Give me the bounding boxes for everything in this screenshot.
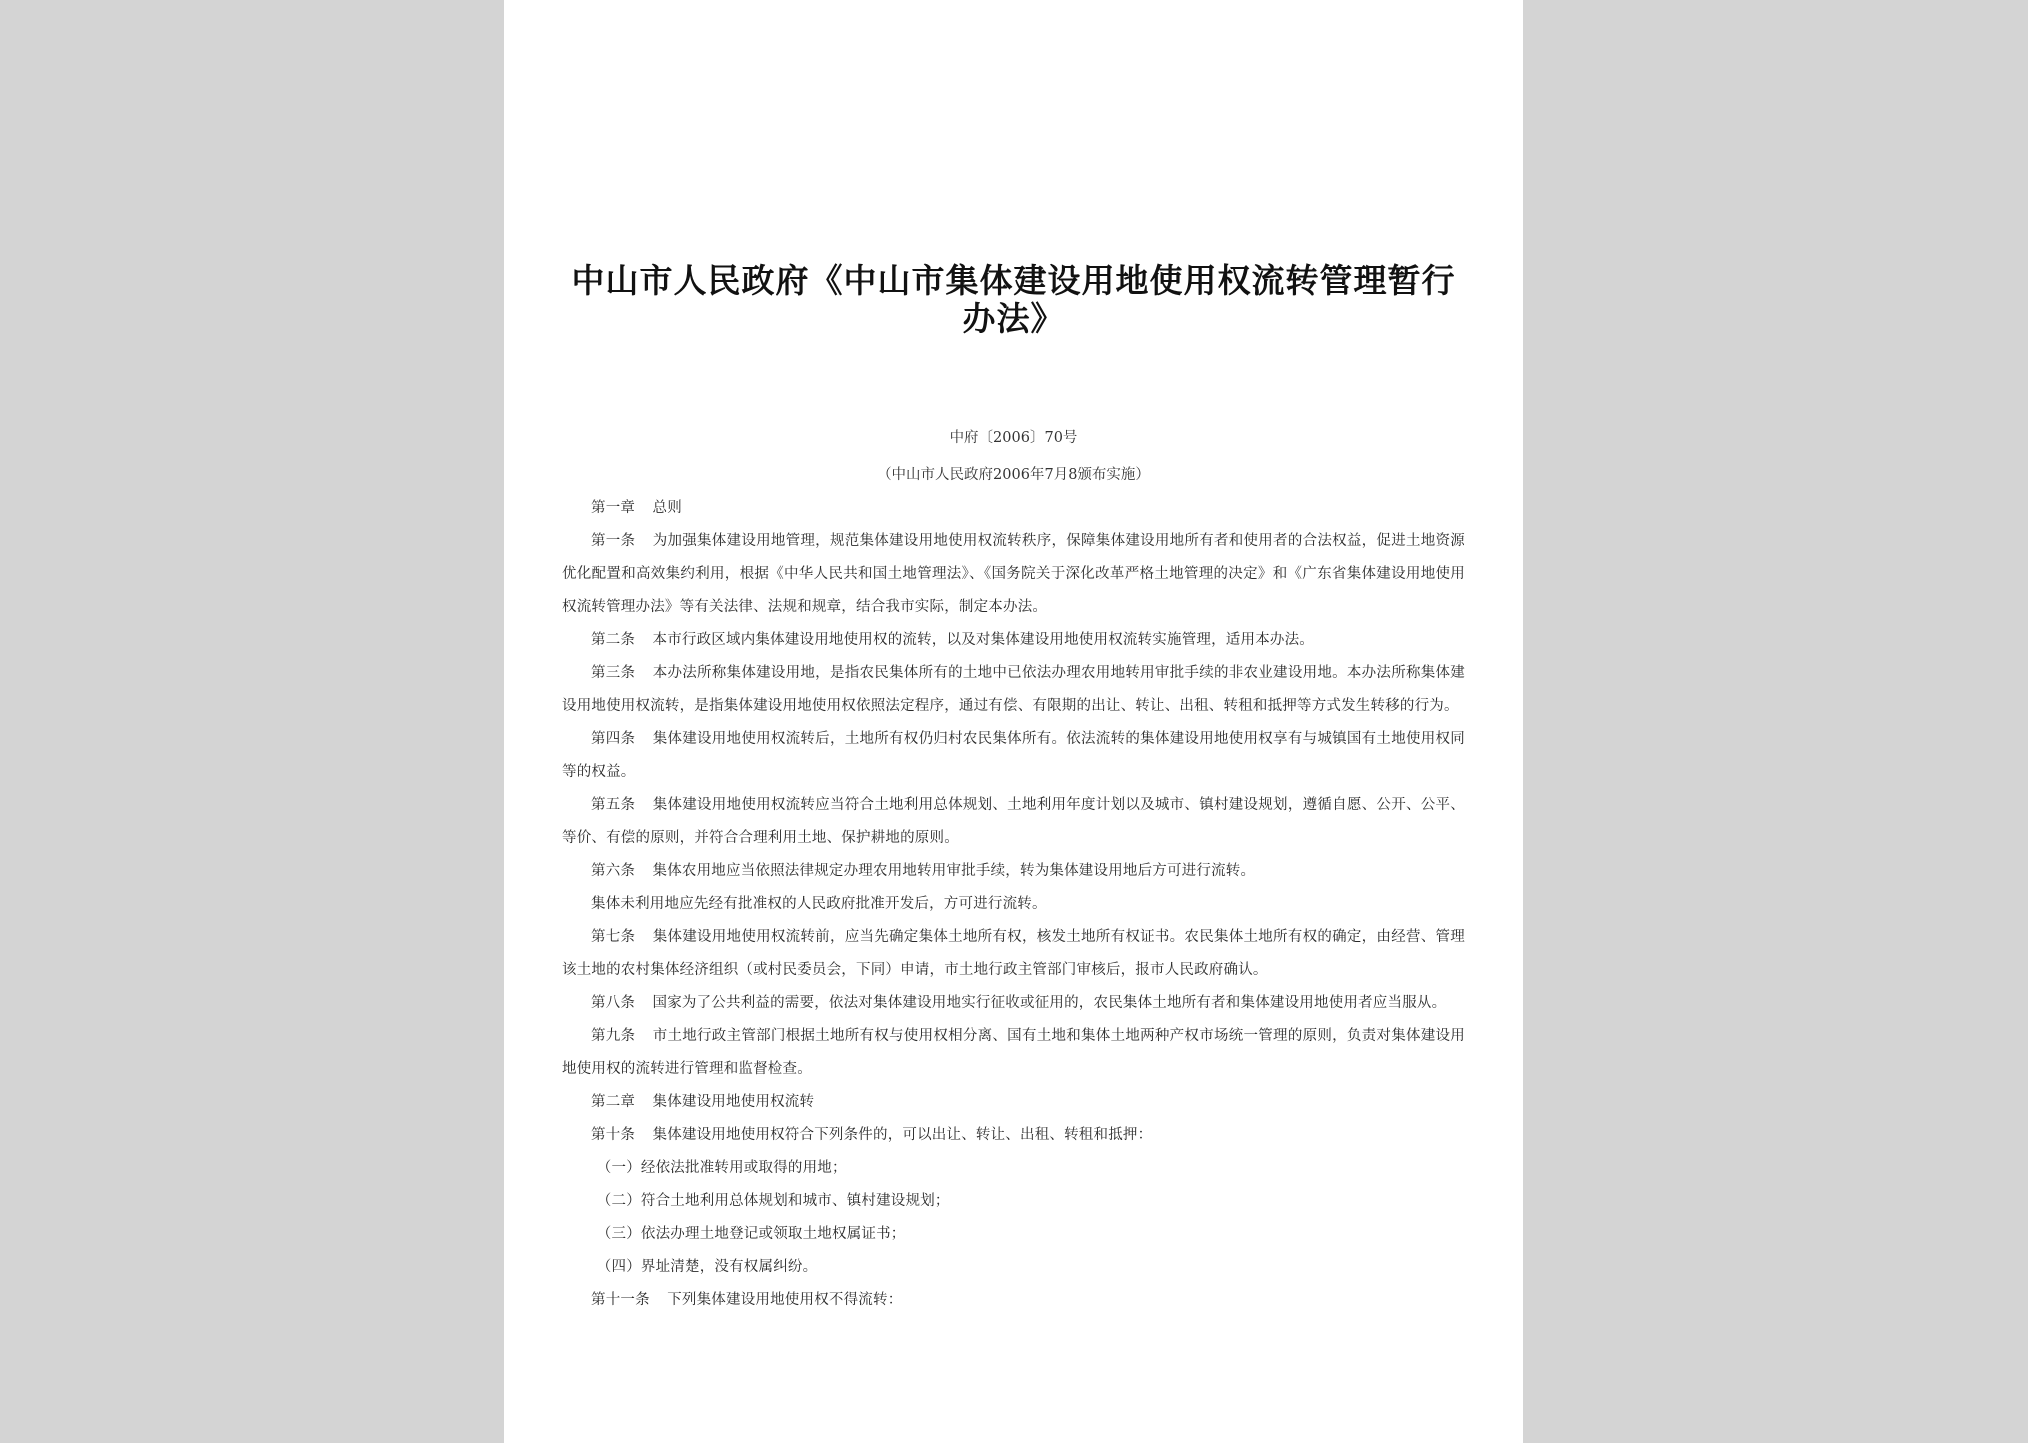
article-label: 第八条	[591, 995, 636, 1011]
document-issue-note: （中山市人民政府2006年7月8颁布实施）	[877, 467, 1150, 483]
article-label: 第十一条	[591, 1292, 650, 1308]
article-paragraph	[562, 921, 1465, 987]
article-text: （二）符合土地利用总体规划和城市、镇村建设规划；	[596, 1193, 950, 1209]
document-body	[562, 492, 1465, 1317]
list-item	[562, 1251, 1465, 1284]
article-paragraph	[562, 855, 1465, 888]
article-text: 本市行政区域内集体建设用地使用权的流转，以及对集体建设用地使用权流转实施管理，适用本办法。	[652, 632, 1314, 648]
article-paragraph	[562, 789, 1465, 855]
article-label: 第六条	[591, 863, 636, 879]
article-label: 第一条	[591, 533, 636, 549]
article-paragraph	[562, 1284, 1465, 1317]
article-text: 本办法所称集体建设用地，是指农民集体所有的土地中已依法办理农用地转用审批手续的非农业建设用地。本办法所称集体建设用地使用权流转，是指集体建设用地使用权依照法定程序，通过有偿、有限期的出让、转让、出租、转租和抵押等方式发生转移的行为。	[562, 665, 1465, 714]
article-label: 第五条	[591, 797, 636, 813]
article-paragraph	[562, 888, 1465, 921]
article-paragraph	[562, 1086, 1465, 1119]
list-item	[562, 1185, 1465, 1218]
article-paragraph	[562, 525, 1465, 624]
article-paragraph	[562, 1020, 1465, 1086]
article-text: 集体建设用地使用权流转应当符合土地利用总体规划、土地利用年度计划以及城市、镇村建设规划，遵循自愿、公开、公平、等价、有偿的原则，并符合合理利用土地、保护耕地的原则。	[562, 797, 1465, 846]
article-text: 为加强集体建设用地管理，规范集体建设用地使用权流转秩序，保障集体建设用地所有者和使用者的合法权益，促进土地资源优化配置和高效集约利用，根据《中华人民共和国土地管理法》、《国务院关于深化改革严格土地管理的决定》和《广东省集体建设用地使用权流转管理办法》等有关法律、法规和规章，结合我市实际，制定本办法。	[562, 533, 1465, 615]
article-text: 集体建设用地使用权流转前，应当先确定集体土地所有权，核发土地所有权证书。农民集体土地所有权的确定，由经营、管理该土地的农村集体经济组织（或村民委员会，下同）申请，市土地行政主管部门审核后，报市人民政府确认。	[562, 929, 1465, 978]
list-item	[562, 1218, 1465, 1251]
article-text: 下列集体建设用地使用权不得流转：	[667, 1292, 903, 1308]
article-text: 市土地行政主管部门根据土地所有权与使用权相分离、国有土地和集体土地两种产权市场统一管理的原则，负责对集体建设用地使用权的流转进行管理和监督检查。	[562, 1028, 1465, 1077]
article-label: 第七条	[591, 929, 636, 945]
article-text: 集体建设用地使用权符合下列条件的，可以出让、转让、出租、转租和抵押：	[652, 1127, 1153, 1143]
article-paragraph	[562, 492, 1465, 525]
article-paragraph	[562, 723, 1465, 789]
article-text: （四）界址清楚，没有权属纠纷。	[596, 1259, 818, 1275]
article-paragraph	[562, 1119, 1465, 1152]
article-label: 第十条	[591, 1127, 636, 1143]
article-text: 国家为了公共利益的需要，依法对集体建设用地实行征收或征用的，农民集体土地所有者和集体建设用地使用者应当服从。	[652, 995, 1447, 1011]
document-page	[504, 0, 1523, 1443]
article-text: 集体建设用地使用权流转后，土地所有权仍归村农民集体所有。依法流转的集体建设用地使用权享有与城镇国有土地使用权同等的权益。	[562, 731, 1465, 780]
article-text: 集体未利用地应先经有批准权的人民政府批准开发后，方可进行流转。	[591, 896, 1047, 912]
article-paragraph	[562, 624, 1465, 657]
document-number: 中府〔2006〕70号	[949, 430, 1078, 446]
article-paragraph	[562, 657, 1465, 723]
document-title: 中山市人民政府《中山市集体建设用地使用权流转管理暂行办法》	[571, 261, 1456, 338]
article-text: 集体建设用地使用权流转	[652, 1094, 815, 1110]
article-label: 第九条	[591, 1028, 636, 1044]
article-text: 总则	[652, 500, 682, 516]
list-item	[562, 1152, 1465, 1185]
article-label: 第四条	[591, 731, 636, 747]
article-label: 第二章	[591, 1094, 636, 1110]
article-label: 第三条	[591, 665, 636, 681]
article-label: 第二条	[591, 632, 636, 648]
article-text: （一）经依法批准转用或取得的用地；	[596, 1160, 847, 1176]
article-label: 第一章	[591, 500, 636, 516]
article-paragraph	[562, 987, 1465, 1020]
article-text: 集体农用地应当依照法律规定办理农用地转用审批手续，转为集体建设用地后方可进行流转。	[652, 863, 1256, 879]
article-text: （三）依法办理土地登记或领取土地权属证书；	[596, 1226, 906, 1242]
